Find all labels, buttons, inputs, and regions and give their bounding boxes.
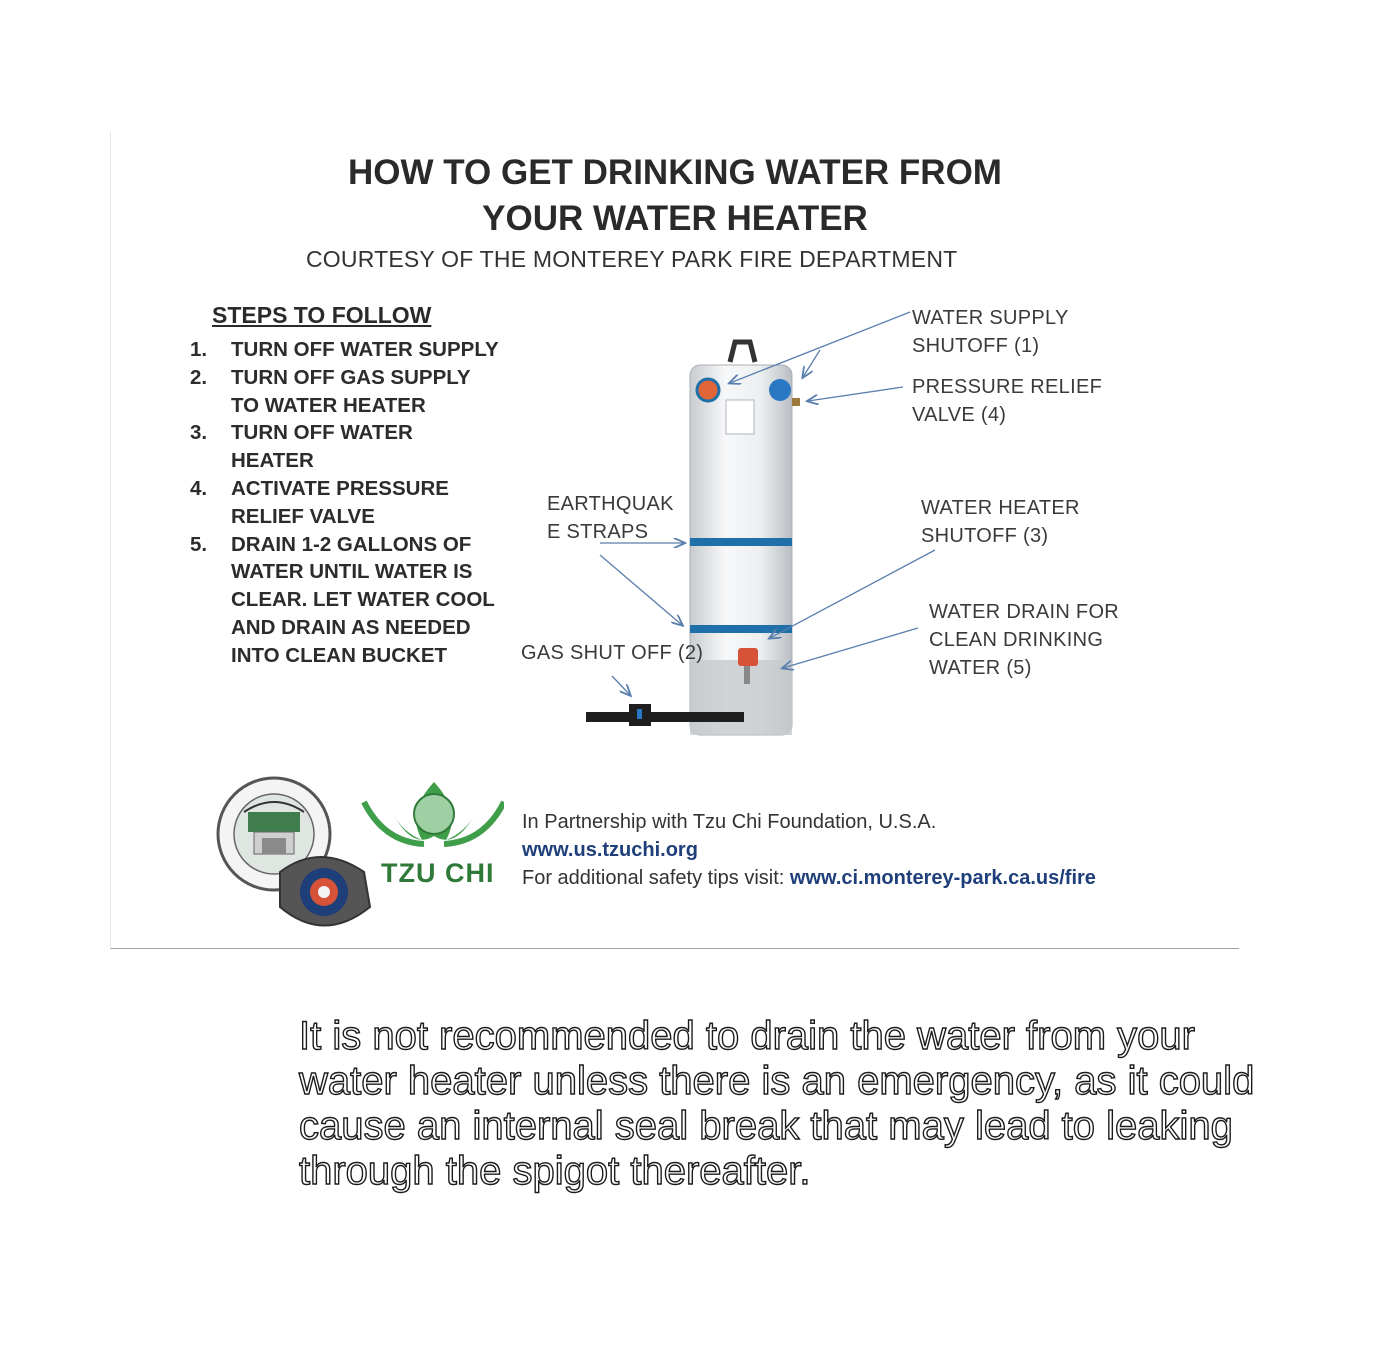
step-item	[190, 531, 500, 670]
safety-tips-text: For additional safety tips visit:	[522, 867, 790, 889]
lower-strap	[690, 625, 792, 633]
drain-spigot	[744, 666, 750, 684]
gas-valve-handle	[637, 709, 642, 719]
partner-logos	[214, 772, 504, 942]
partnership-block	[522, 808, 1096, 892]
arrow-strap-lower	[600, 555, 682, 625]
tzuchi-link[interactable]: www.us.tzuchi.org	[522, 839, 698, 861]
arrow-supply-cold	[803, 350, 820, 377]
label-water-supply: WATER SUPPLY SHUTOFF (1)	[912, 307, 1069, 357]
safety-tips-line	[522, 864, 1096, 892]
label-plate	[726, 400, 754, 434]
warning-note: It is not recommended to drain the water from your water heater unless there is an emergency, as it could cause an internal seal break that may lead to leaking through the spigot thereafter.	[299, 1014, 1255, 1193]
fire-department-badge-logo	[280, 857, 370, 926]
gas-control	[738, 648, 758, 666]
arrow-gas	[612, 676, 630, 695]
step-text: TURN OFF WATER SUPPLY	[231, 338, 499, 361]
arrow-supply-hot	[730, 312, 910, 383]
partnership-text: In Partnership with Tzu Chi Foundation, U.S.A.	[522, 811, 937, 833]
step-number: 5.	[190, 532, 208, 556]
relief-valve	[792, 398, 800, 406]
title-line-2: YOUR WATER HEATER	[482, 199, 868, 238]
label-gas-shutoff: GAS SHUT OFF (2)	[521, 642, 704, 664]
tzu-chi-wordmark: TZU CHI	[381, 858, 495, 888]
top-handle	[730, 342, 755, 362]
arrow-heater-shutoff	[770, 550, 935, 638]
gas-pipe	[586, 712, 744, 722]
step-number: 2.	[190, 365, 208, 389]
cold-fitting	[769, 379, 791, 401]
hot-fitting	[697, 379, 719, 401]
step-item	[190, 419, 500, 475]
step-text: ACTIVATE PRESSURE RELIEF VALVE	[231, 476, 449, 528]
tank-base	[690, 660, 792, 735]
steps-heading: STEPS TO FOLLOW	[212, 302, 432, 328]
arrow-drain	[783, 628, 918, 668]
arrow-pressure	[808, 387, 903, 401]
step-item	[190, 364, 500, 420]
title-line-1: HOW TO GET DRINKING WATER FROM	[348, 153, 1002, 192]
step-text: TURN OFF GAS SUPPLY TO WATER HEATER	[231, 365, 471, 417]
label-water-drain: WATER DRAIN FOR CLEAN DRINKING WATER (5)	[929, 601, 1120, 679]
label-heater-shutoff: WATER HEATER SHUTOFF (3)	[921, 497, 1080, 547]
label-earthquake-straps: EARTHQUAK E STRAPS	[547, 493, 674, 543]
step-number: 3.	[190, 421, 208, 445]
step-text: TURN OFF WATER HEATER	[231, 421, 413, 473]
subtitle: COURTESY OF THE MONTEREY PARK FIRE DEPARTMENT	[306, 246, 958, 272]
fire-dept-link[interactable]: www.ci.monterey-park.ca.us/fire	[789, 867, 1096, 889]
step-item	[190, 475, 500, 531]
tzu-chi-logo	[364, 782, 504, 844]
upper-strap	[690, 538, 792, 546]
step-text: DRAIN 1-2 GALLONS OF WATER UNTIL WATER IS CLEAR. LET WATER COOL AND DRAIN AS NEEDED INTO CLEAN BUCKET	[231, 532, 495, 667]
page-title	[0, 150, 1350, 242]
step-number: 1.	[190, 338, 208, 361]
label-pressure-relief: PRESSURE RELIEF VALVE (4)	[912, 376, 1103, 426]
steps-list	[190, 336, 500, 670]
step-number: 4.	[190, 476, 208, 500]
step-item	[190, 336, 500, 364]
